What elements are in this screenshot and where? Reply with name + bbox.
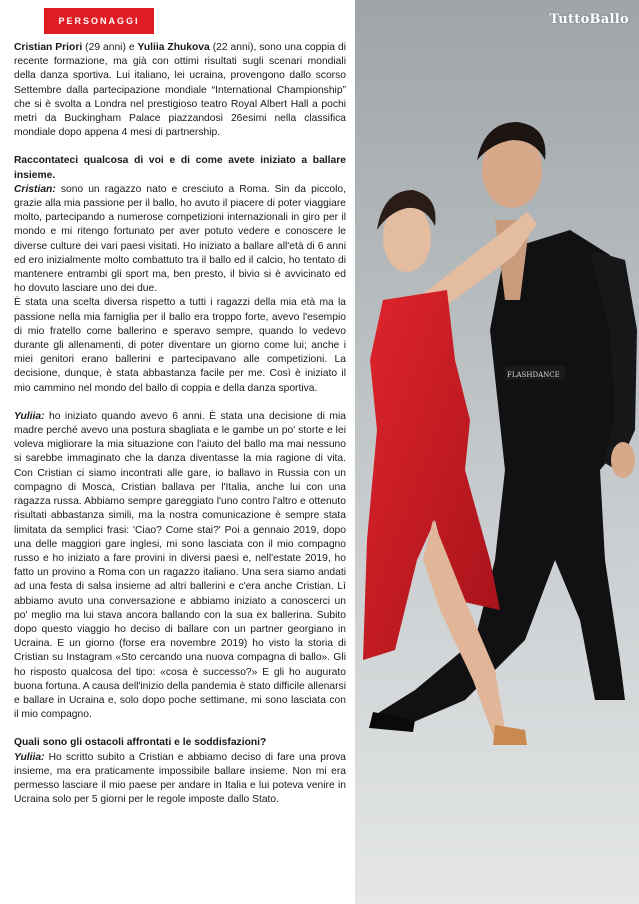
answer-yuliia-text: ho iniziato quando avevo 6 anni. È stata una decisione di mia madre perché avevo una postura sbagliata e le gambe un po' storte e lei voleva migliorare la mia situazione con l'aiuto del ballo ma mai nessuno si sarebbe immaginato che la danza diventasse la mia ragione di vita. Con Cristian ci siamo incontrati alle gare, io ballavo in Russia con un compagno di Mosca, Cristian ballava per l'Italia, anche lui con una ragazza russa. Abbiamo sempre gareggiato l'uno contro l'altro e ottenuto risultati abbastanza simili, ma la nostra comunicazione è sempre stata limitata da semplici frasi: 'Ciao? Come stai?' Poi a gennaio 2019, dopo una delle maggiori gare inglesi, mi sono lasciata con il mio compagno russo e ho iniziato a fare provini in diversi paesi e, nell'estate 2019, ho fatto un provino a Roma con un ragazzo italiano. Una sera siamo andati ad una festa di salsa insieme ad altri ballerini e c'era anche Cristian. Lì abbiamo avuto una conversazione e abbiamo iniziato a conoscerci un po' meglio ma lui stava ancora ballando con la sua ex ballerina. Subito dopo questo viaggio ho deciso di ballare con un partner georgiano in Ucraina. E un giorno (forse era novembre 2019) ho visto la storia di Cristian su Instagram «Sto cercando una nuova compagna di ballo». Gli ho risposto qualcosa del tipo: «cosa è successo?» E gli ho augurato buona fortuna. A causa dell'inizio della pandemia è stato difficile allenarsi e ballare in Ucraina e, solo dopo poche settimane, mi sono lasciata con il mio compagno.	[14, 410, 346, 721]
question-1: Raccontateci qualcosa di voi e di come avete iniziato a ballare insieme.	[14, 155, 346, 181]
intro-age1: (29 anni) e	[82, 42, 138, 53]
belt-label: FLASHDANCE	[507, 371, 560, 379]
answer-cristian-2: È stata una scelta diversa rispetto a tutti i ragazzi della mia età ma la passione nella mia famiglia per il ballo era troppo forte, avevo l'esempio di mio fratello come ballerino e speravo sempre, quando lo vedevo durante gli allenamenti, di poter diventare un giorno come lui; anche i miei genitori erano ballerini e partecipavano alle competizioni. La decisione, dunque, è stata abbastanza facile per me. Così è iniziato il mio cammino nel mondo del ballo di coppia e della danza sportiva.	[14, 297, 346, 394]
intro-rest: (22 anni), sono una coppia di recente formazione, ma già con ottimi risultati sugli scenari mondiali della danza sportiva. Lui italiano, lei ucraina, provengono dallo scorso Settembre dalla partecipazione mondiale “International Championship” che si è svolta a Londra nel prestigioso teatro Royal Albert Hall a pochi metri da Buckingham Palace piazzandosi 26esimi nella classifica mondiale dopo appena 4 mesi di partnership.	[14, 42, 347, 139]
dancers-illustration	[355, 0, 639, 904]
dancers-photo	[355, 0, 639, 904]
intro-paragraph	[14, 41, 346, 140]
speaker-yuliia-2: Yuliia:	[14, 751, 45, 763]
article-text	[14, 41, 346, 807]
speaker-yuliia: Yuliia:	[14, 410, 45, 422]
answer-cristian-text: sono un ragazzo nato e cresciuto a Roma. Sin da piccolo, grazie alla mia passione per il ballo, ho avuto il piacere di poter viaggiare molto, partecipando a numerose competizioni internazionali in giro per il mondo e mi ritengo fortunato per aver potuto vedere e conoscere le diverse culture dei vari paesi visitati. Ho iniziato a ballare all'età di 6 anni ed ero inizialmente molto combattuto tra il ballo ed il calcio, ho tentato di mantenere entrambi gli sport ma, ben presto, il bivio si è avvicinato ed ho dovuto lasciare uno dei due.	[14, 183, 346, 295]
name-yuliia: Yuliia Zhukova	[137, 42, 210, 53]
answer-yuliia	[14, 410, 346, 722]
answer-cristian	[14, 183, 346, 297]
question-2: Quali sono gli ostacoli affrontati e le soddisfazioni?	[14, 737, 267, 749]
brand-logo: TuttoBallo	[549, 12, 629, 27]
speaker-cristian: Cristian:	[14, 183, 56, 195]
name-cristian: Cristian Priori	[14, 42, 83, 53]
section-tag: PERSONAGGI	[44, 8, 154, 34]
answer-yuliia-2	[14, 751, 346, 808]
answer-yuliia-2-text: Ho scritto subito a Cristian e abbiamo deciso di fare una prova insieme, ma era praticamente impossibile ballare insieme. Non mi era permesso lasciare il mio paese per andare in Italia e lui poteva venire in Ucraina solo per 5 giorni per le regole imposte dallo Stato.	[14, 751, 346, 806]
